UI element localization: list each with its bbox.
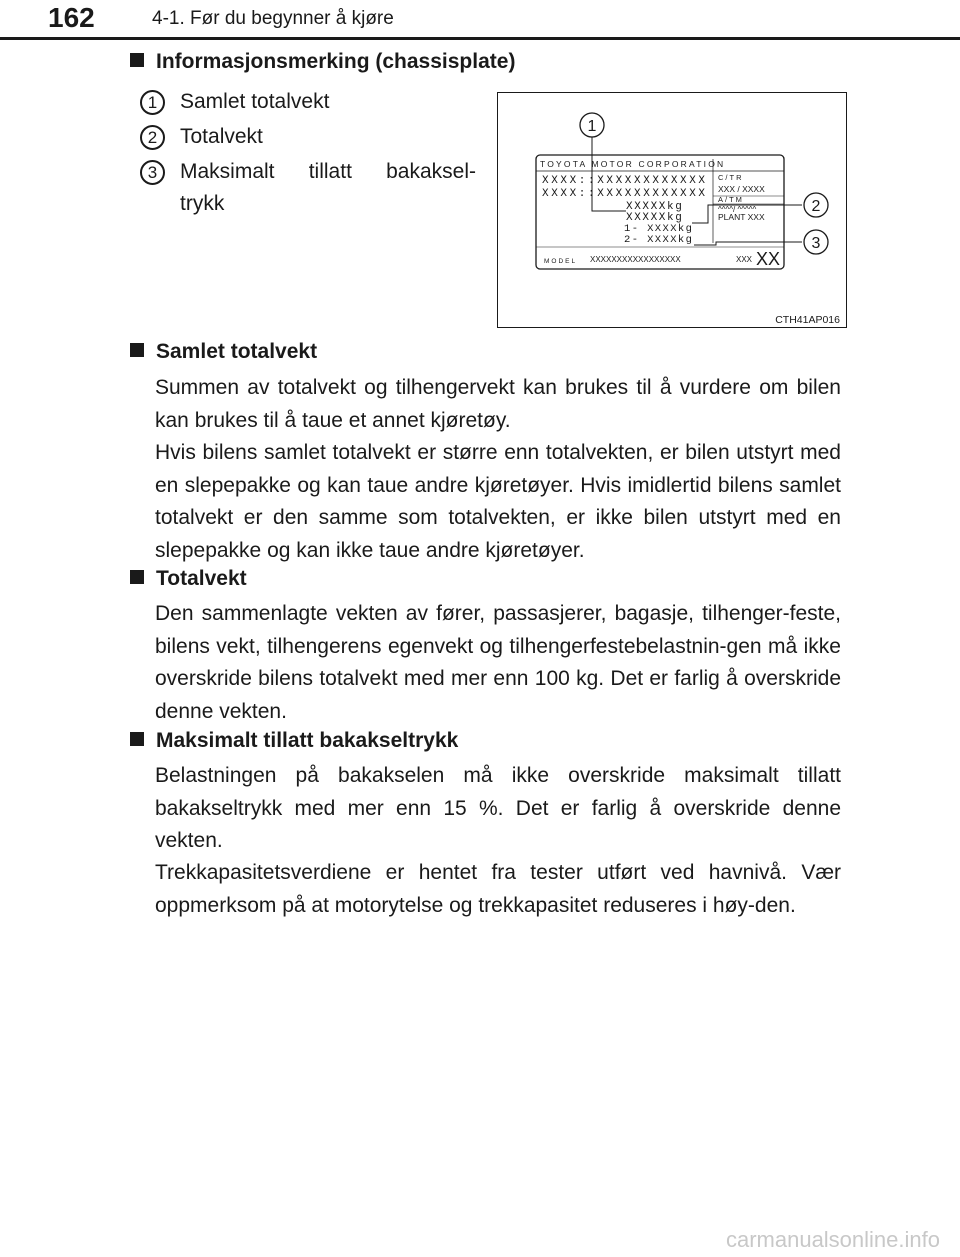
callout-1-number: 1	[587, 118, 597, 135]
number-3-icon: 3	[140, 160, 165, 185]
paragraph: Belastningen på bakakselen må ikke overskride maksimalt tillatt bakakseltrykk med mer enn 15 %. Det er farlig å overskride denne vekten.	[155, 764, 841, 853]
plate-row-4: XXXXXkg	[626, 212, 684, 224]
paragraph: Trekkapasitetsverdiene er hentet fra tester utført ved havnivå. Vær oppmerksom på at motorytelse og trekkapasitet reduseres i høy-den.	[155, 861, 841, 917]
square-bullet-icon	[130, 732, 144, 746]
square-bullet-icon	[130, 343, 144, 357]
heading-text: Informasjonsmerking (chassisplate)	[156, 50, 516, 73]
list-item-label: Totalvekt	[180, 125, 263, 148]
paragraph: Hvis bilens samlet totalvekt er større enn totalvekten, er bilen utstyrt med en slepepakke og kan taue andre kjøretøyer. Hvis imidlertid bilens samlet totalvekt er den samme som totalvekten, er ikke bilen utstyrt med en slepepakke og kan ikke taue andre kjøretøyer.	[155, 441, 841, 562]
list-item-label: Samlet totalvekt	[180, 90, 330, 113]
callout-2-number: 2	[811, 198, 821, 215]
plate-title: TOYOTA MOTOR CORPORATION	[540, 159, 726, 169]
number-1-icon: 1	[140, 90, 165, 115]
plate-row-2: XXXX::XXXXXXXXXXXX	[542, 188, 708, 200]
model-code: XXX	[736, 255, 753, 264]
atm-label: A/TM	[718, 195, 744, 204]
chassis-plate-illustration	[498, 93, 848, 329]
ctr-value: XXX / XXXX	[718, 184, 765, 194]
heading-maksimalt-bakakseltrykk	[130, 729, 458, 753]
plant-value: PLANT XXX	[718, 212, 765, 222]
plate-row-6: 2- XXXXkg	[624, 234, 694, 246]
model-big: XX	[756, 249, 781, 269]
heading-text: Samlet totalvekt	[156, 340, 318, 363]
list-item-label-line2: trykk	[180, 192, 225, 215]
paragraph: Den sammenlagte vekten av fører, passasjerer, bagasje, tilhenger-feste, bilens vekt, tilhengerens egenvekt og tilhengerfestebelastnin-gen må ikke overskride bilens totalvekt med mer enn 100 kg. Det er farlig å overskride denne vekten.	[155, 602, 841, 723]
plate-row-3: XXXXXkg	[626, 201, 684, 213]
number-2-icon: 2	[140, 125, 165, 150]
heading-totalvekt	[130, 567, 247, 591]
chassis-plate-figure	[497, 92, 847, 328]
heading-text: Totalvekt	[156, 567, 247, 590]
square-bullet-icon	[130, 53, 144, 67]
plate-row-5: 1- XXXXkg	[624, 223, 694, 235]
header-divider	[0, 37, 960, 40]
heading-text: Maksimalt tillatt bakakseltrykk	[156, 729, 459, 752]
watermark: carmanualsonline.info	[725, 1227, 940, 1252]
model-label: MODEL	[544, 258, 578, 265]
ctr-label: C/TR	[718, 173, 744, 182]
section-title: 4-1. Før du begynner å kjøre	[152, 8, 394, 29]
model-value: XXXXXXXXXXXXXXXXX	[590, 255, 681, 264]
list-item-label-line1: Maksimalt tillatt bakaksel-	[180, 160, 476, 183]
paragraph: Summen av totalvekt og tilhengervekt kan brukes til å vurdere om bilen kan brukes til å taue et annet kjøretøy.	[155, 376, 841, 432]
heading-informasjonsmerking	[130, 50, 515, 74]
square-bullet-icon	[130, 570, 144, 584]
page-number: 162	[48, 2, 95, 33]
plate-row-1: XXXX::XXXXXXXXXXXX	[542, 175, 708, 187]
figure-code: CTH41AP016	[775, 314, 840, 326]
atm-value: ^^^^/ ^^^^^	[718, 205, 757, 214]
heading-samlet-totalvekt	[130, 340, 317, 364]
callout-3-number: 3	[811, 235, 821, 252]
